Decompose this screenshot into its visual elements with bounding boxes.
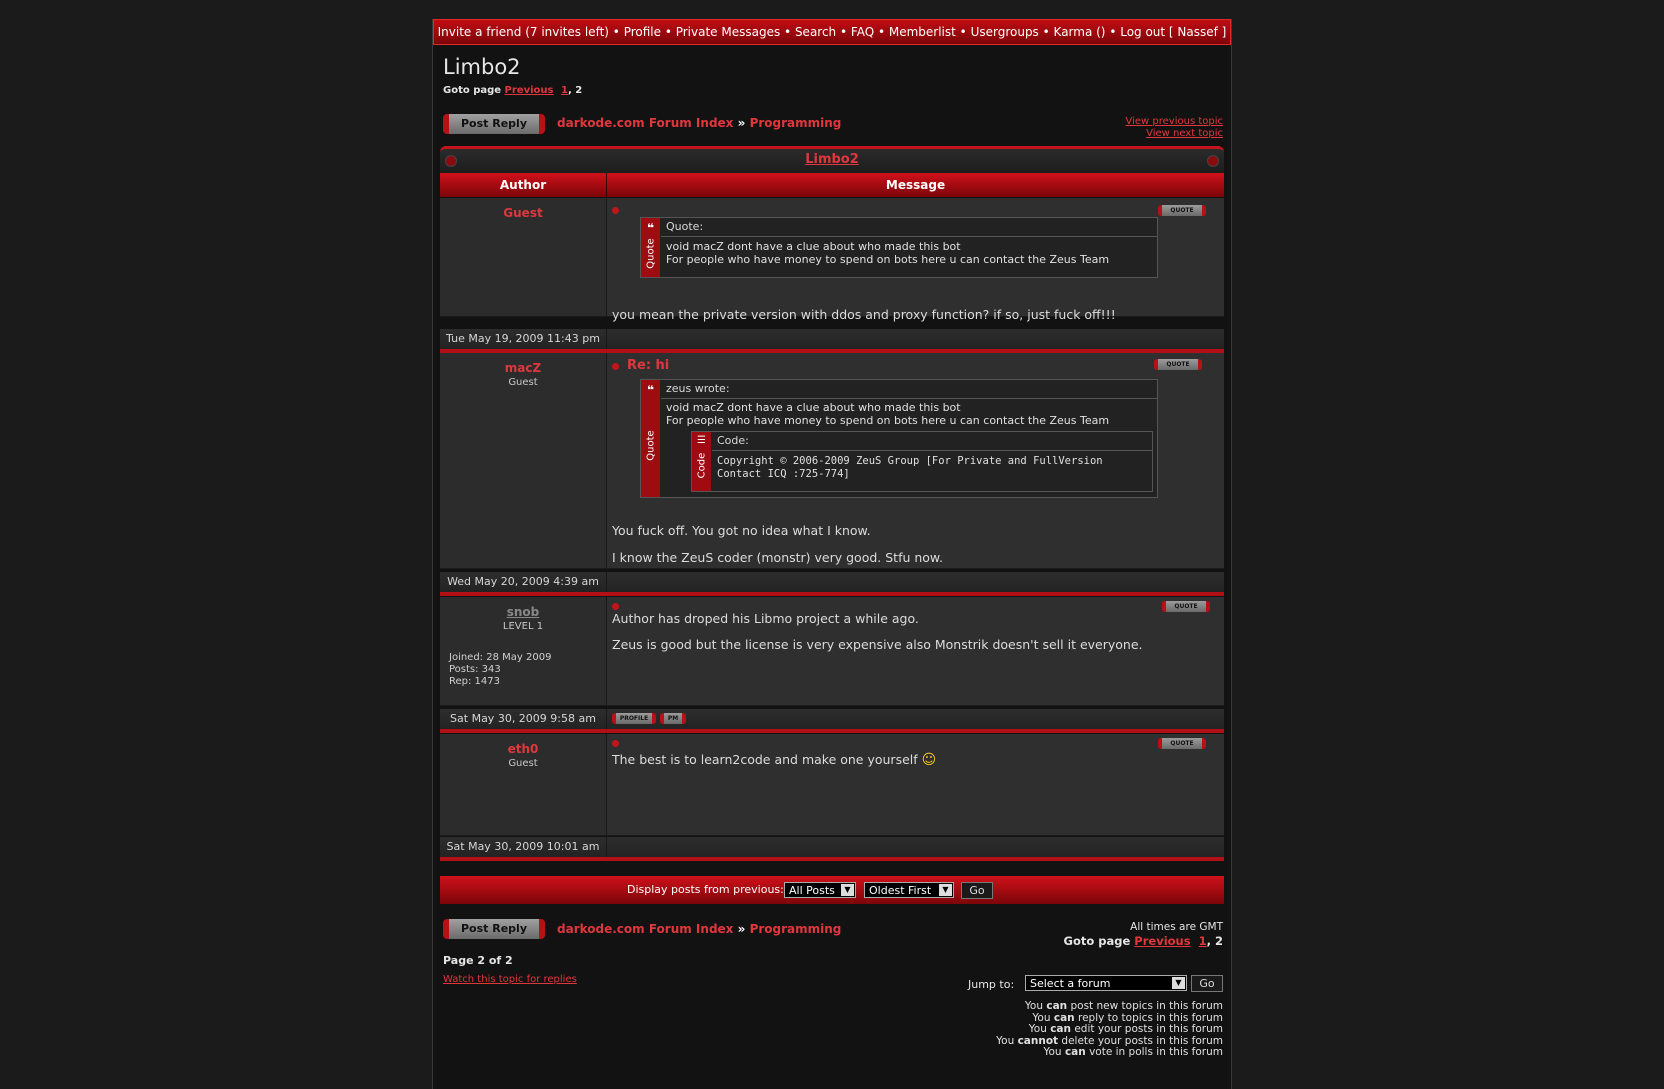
post-date: Wed May 20, 2009 4:39 am	[440, 572, 607, 592]
post-author-name[interactable]: snob	[506, 605, 540, 619]
post-3	[440, 597, 1224, 706]
nav-separator: •	[955, 25, 971, 39]
breadcrumb-forum[interactable]: Programming	[749, 116, 842, 130]
post-text: You fuck off. You got no idea what I know.	[612, 523, 871, 538]
page-container	[432, 19, 1232, 1089]
post-text: Author has droped his Libmo project a while ago.	[612, 611, 919, 626]
goto-label: Goto page	[1063, 934, 1131, 948]
post-text-content: The best is to learn2code and make one yourself	[612, 752, 918, 767]
sort-order-value: Oldest First	[869, 884, 932, 897]
post-message-cell	[607, 734, 1224, 835]
post-text: you mean the private version with ddos and proxy function? if so, just fuck off!!!	[612, 307, 1116, 322]
post-icon	[612, 363, 619, 370]
display-go-button[interactable]: Go	[961, 882, 993, 899]
post-author-cell	[440, 597, 607, 705]
perm-strong: can	[1064, 1046, 1086, 1059]
nav-faq[interactable]: FAQ	[850, 25, 875, 39]
view-next-topic-link[interactable]: View next topic	[1146, 128, 1223, 139]
quote-text-line: For people who have money to spend on bots here u can contact the Zeus Team	[666, 414, 1110, 427]
post-author-rank: LEVEL 1	[502, 621, 544, 632]
nav-memberlist[interactable]: Memberlist	[888, 25, 956, 39]
post-author-info	[449, 652, 551, 688]
post-author-name: eth0	[507, 742, 539, 756]
quote-button[interactable]: QUOTE	[1154, 359, 1202, 370]
author-column-header: Author	[440, 173, 607, 197]
post-1	[440, 198, 1224, 322]
perm-strong: can	[1046, 1000, 1068, 1012]
nav-profile[interactable]: Profile	[623, 25, 661, 39]
quote-text-line: void macZ dont have a clue about who made this bot	[666, 240, 961, 253]
goto-page-1-link[interactable]: 1	[560, 85, 568, 96]
author-rep: Rep: 1473	[449, 676, 500, 687]
goto-page-bottom: Goto page Previous 1, 2	[1063, 934, 1223, 948]
nav-private-messages[interactable]: Private Messages	[675, 25, 781, 39]
nav-separator: •	[836, 25, 851, 39]
post-text: Zeus is good but the license is very expensive also Monstrik doesn't sell it everyone.	[612, 637, 1143, 652]
topic-title[interactable]: Limbo2	[443, 55, 521, 79]
display-label: Display posts from previous:	[627, 883, 784, 896]
caption-title-link[interactable]: Limbo2	[805, 152, 859, 167]
topic-navigation	[1125, 116, 1223, 140]
permissions-list	[996, 1001, 1223, 1059]
breadcrumb-forum-index[interactable]: darkode.com Forum Index	[557, 116, 734, 130]
quote-mark-icon: ❝	[646, 383, 655, 397]
goto-page: Goto page Previous 1, 2	[443, 85, 583, 96]
top-navigation	[433, 19, 1231, 45]
perm-rest: reply to topics in this forum	[1078, 1011, 1223, 1024]
quote-button[interactable]: QUOTE	[1162, 601, 1210, 612]
breadcrumb-forum-index[interactable]: darkode.com Forum Index	[557, 922, 734, 936]
nav-karma[interactable]: Karma ()	[1053, 25, 1106, 39]
quote-button[interactable]: QUOTE	[1158, 738, 1206, 749]
code-side-bar	[692, 432, 711, 491]
breadcrumb-separator: »	[737, 922, 746, 936]
perm-rest: vote in polls in this forum	[1089, 1046, 1223, 1059]
post-4	[440, 734, 1224, 836]
nav-invite[interactable]: Invite a friend (7 invites left)	[437, 25, 609, 39]
table-header	[440, 173, 1224, 197]
nav-separator: •	[1038, 25, 1054, 39]
perm-subject: You	[996, 1034, 1015, 1047]
post-message-cell	[607, 198, 1224, 322]
code-text-line: Copyright © 2006-2009 ZeuS Group [For Private and FullVersion	[717, 455, 1103, 467]
jump-to-select[interactable]	[1025, 975, 1187, 991]
code-side-label: Code	[696, 452, 708, 479]
goto-page-1-link[interactable]: 1	[1198, 934, 1207, 948]
quote-button[interactable]: QUOTE	[1158, 205, 1206, 216]
nav-logout[interactable]: Log out [ Nassef ]	[1120, 25, 1227, 39]
post-reply-button-bottom[interactable]: Post Reply	[443, 919, 545, 939]
post-date: Tue May 19, 2009 11:43 pm	[440, 329, 607, 349]
smiley-icon: ☺	[921, 752, 937, 768]
post-icon	[612, 207, 619, 214]
nav-separator: •	[780, 25, 795, 39]
posts-filter-select[interactable]	[784, 882, 856, 898]
post-reply-button[interactable]: Post Reply	[443, 114, 545, 134]
breadcrumb-separator: »	[737, 116, 746, 130]
quote-side-bar	[641, 218, 660, 277]
post-icon	[612, 740, 619, 747]
perm-strong: cannot	[1017, 1034, 1059, 1047]
code-header: Code:	[712, 432, 1152, 451]
author-joined: Joined: 28 May 2009	[449, 652, 552, 663]
chevron-down-icon: ▼	[841, 884, 854, 896]
post-footer	[440, 709, 1224, 733]
perm-strong: can	[1053, 1011, 1075, 1024]
post-footer	[440, 837, 1224, 861]
perm-rest: edit your posts in this forum	[1074, 1023, 1223, 1036]
timezone-note: All times are GMT	[1130, 921, 1223, 933]
nav-separator: •	[661, 25, 676, 39]
perm-rest: post new topics in this forum	[1070, 1000, 1223, 1012]
watch-topic-link[interactable]: Watch this topic for replies	[443, 974, 577, 985]
nav-separator: •	[874, 25, 889, 39]
quote-side-bar	[641, 380, 660, 497]
page-info: Page 2 of 2	[443, 954, 513, 967]
sort-order-select[interactable]	[864, 882, 954, 898]
profile-button[interactable]: PROFILE	[612, 713, 656, 724]
post-icon	[612, 603, 619, 610]
display-options-bar	[440, 876, 1224, 904]
nav-separator: •	[1105, 25, 1121, 39]
permission-line	[996, 1047, 1223, 1059]
post-author-rank: Guest	[508, 377, 538, 388]
goto-label: Goto page	[443, 85, 502, 96]
quote-header: Quote:	[661, 218, 1157, 237]
breadcrumb-forum[interactable]: Programming	[749, 922, 842, 936]
post-text: I know the ZeuS coder (monstr) very good. Stfu now.	[612, 550, 943, 565]
post-footer	[440, 329, 1224, 353]
breadcrumb-bottom	[557, 922, 841, 936]
breadcrumb	[557, 116, 841, 130]
post-message-cell	[607, 353, 1224, 568]
goto-previous-link[interactable]: Previous	[1134, 934, 1191, 948]
post-footer	[440, 572, 1224, 596]
goto-page-2: 2	[1214, 934, 1223, 948]
post-2	[440, 353, 1224, 569]
perm-subject: You	[1032, 1011, 1051, 1024]
perm-rest: delete your posts in this forum	[1061, 1034, 1223, 1047]
topic-caption	[440, 146, 1224, 173]
caption-right-ornament	[1207, 155, 1219, 167]
quote-side-label: Quote	[645, 238, 657, 269]
post-author-cell	[440, 353, 607, 568]
perm-subject: You	[1028, 1023, 1047, 1036]
quote-header: zeus wrote:	[661, 380, 1157, 399]
post-author-name: Guest	[503, 206, 543, 220]
perm-subject: You	[1024, 1000, 1044, 1012]
quote-side-label: Quote	[645, 430, 657, 461]
jump-to-label: Jump to:	[968, 978, 1015, 991]
posts-filter-value: All Posts	[789, 884, 835, 897]
quote-text-line: For people who have money to spend on bots here u can contact the Zeus Team	[666, 253, 1110, 266]
quote-mark-icon: ❝	[646, 221, 655, 235]
post-text	[612, 752, 936, 768]
post-author-cell	[440, 198, 607, 316]
author-posts: Posts: 343	[449, 664, 501, 675]
chevron-down-icon: ▼	[939, 884, 952, 896]
jump-go-button[interactable]: Go	[1191, 975, 1223, 992]
perm-strong: can	[1050, 1023, 1071, 1036]
perm-subject: You	[1043, 1046, 1062, 1059]
post-author-rank: Guest	[508, 758, 538, 769]
jump-to-value: Select a forum	[1030, 977, 1111, 990]
nav-separator: •	[608, 25, 624, 39]
caption-left-ornament	[445, 155, 457, 167]
pm-button[interactable]: PM	[660, 713, 686, 724]
quote-text-line: void macZ dont have a clue about who made this bot	[666, 401, 961, 414]
post-subject: Re: hi	[627, 358, 670, 373]
quote-block	[640, 217, 1158, 278]
post-message-cell	[607, 597, 1224, 705]
code-list-icon: ☰	[697, 435, 706, 446]
code-text-line: Contact ICQ :725-774]	[717, 468, 850, 480]
code-block	[691, 431, 1153, 492]
goto-page-2: 2	[575, 85, 583, 96]
nav-search[interactable]: Search	[794, 25, 837, 39]
quote-block	[640, 379, 1158, 498]
chevron-down-icon: ▼	[1172, 977, 1185, 989]
view-previous-topic-link[interactable]: View previous topic	[1125, 116, 1223, 127]
message-column-header: Message	[885, 178, 946, 192]
post-date: Sat May 30, 2009 9:58 am	[440, 709, 607, 729]
nav-usergroups[interactable]: Usergroups	[970, 25, 1039, 39]
post-author-cell	[440, 734, 607, 835]
goto-previous-link[interactable]: Previous	[504, 85, 554, 96]
post-date: Sat May 30, 2009 10:01 am	[440, 837, 607, 857]
post-author-name: macZ	[504, 361, 542, 375]
